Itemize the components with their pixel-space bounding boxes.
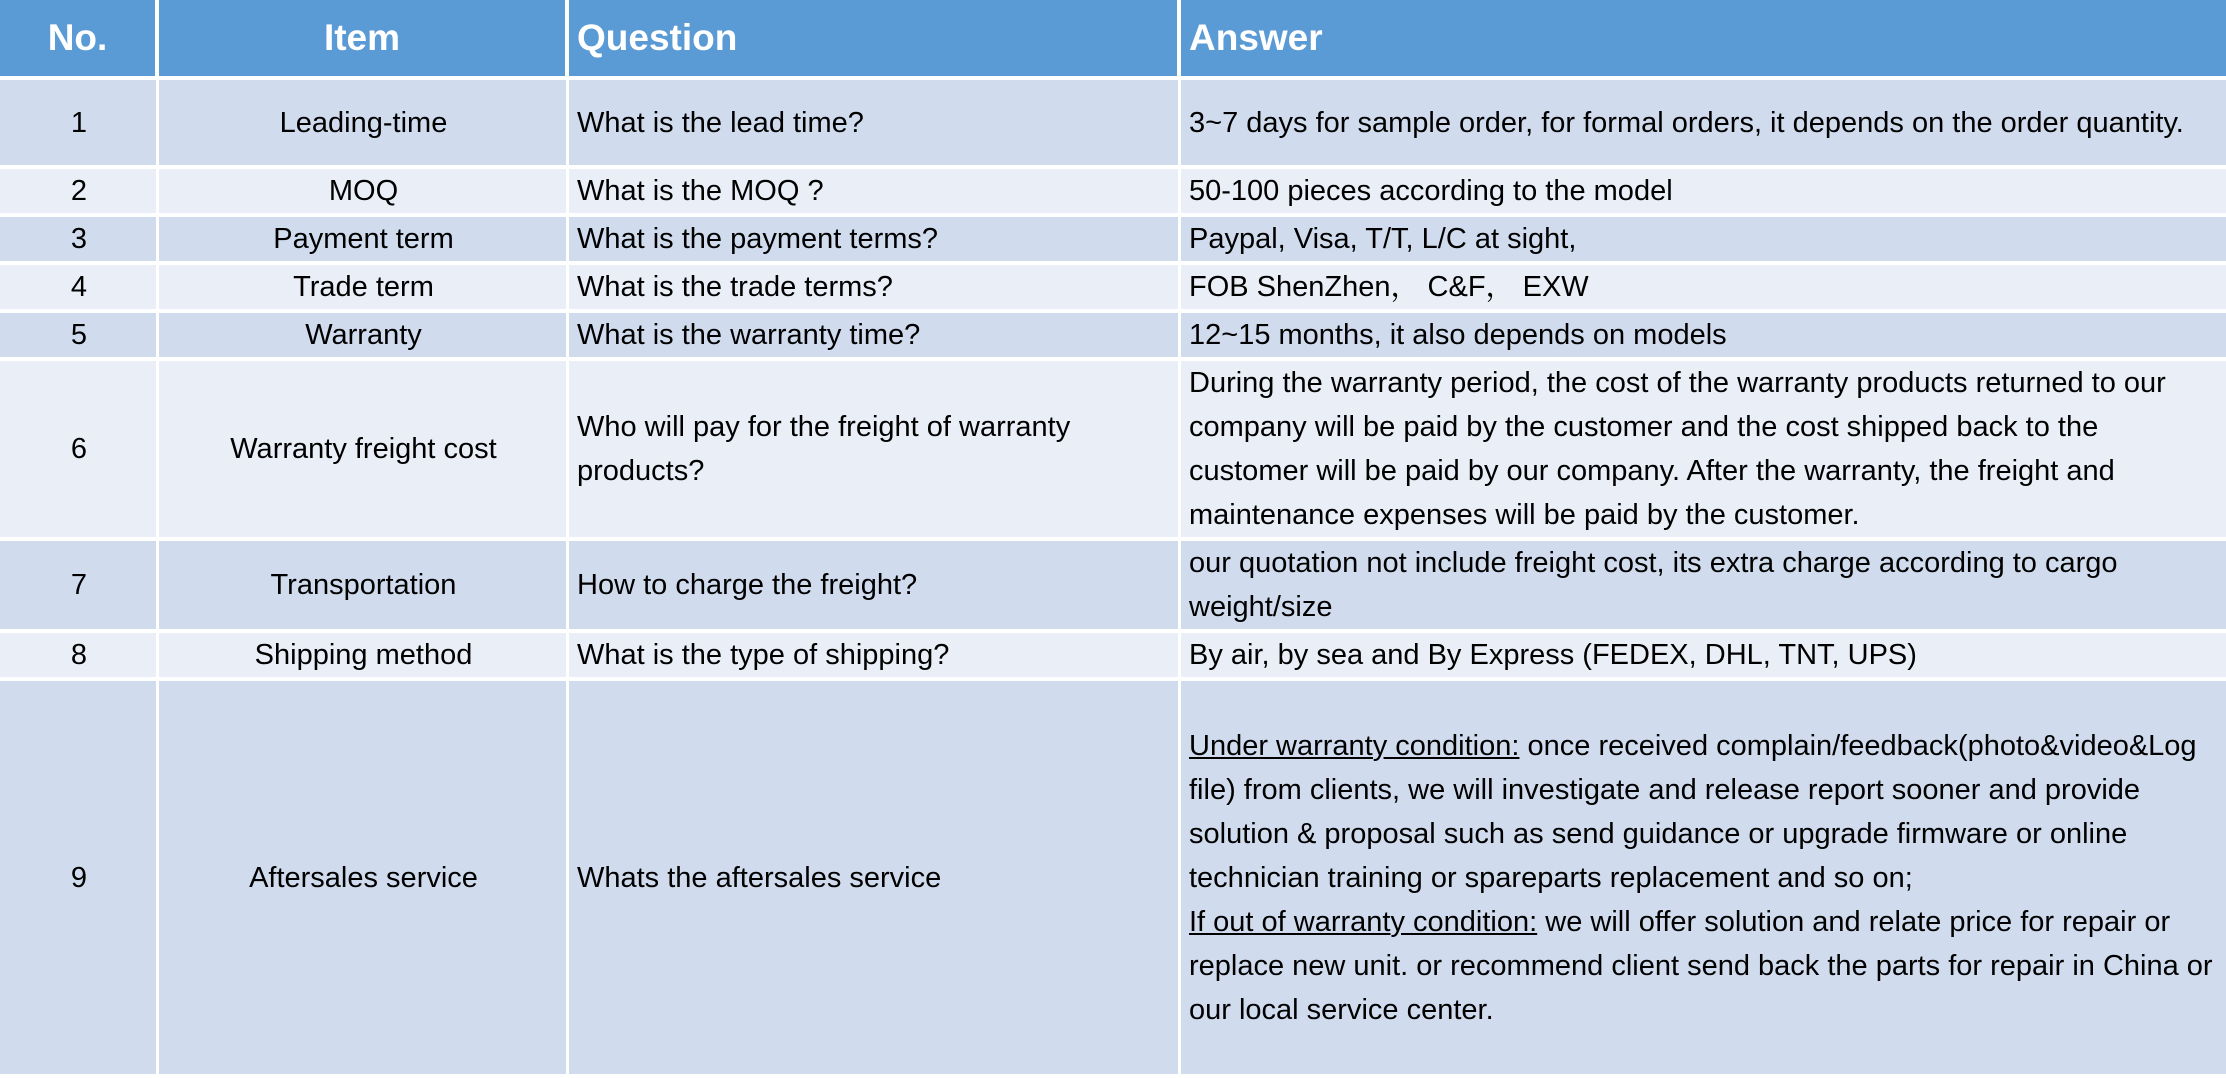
header-question: Question <box>569 0 1181 80</box>
row-answer: 50-100 pieces according to the model <box>1181 169 2226 217</box>
row-question: Who will pay for the freight of warranty products? <box>569 361 1181 541</box>
under-warranty-text: once received complain/feedback(photo&video&Log file) from clients, we will investigate and release report sooner and provide solution & proposal such as send guidance or upgrade firmware or online technician training or spareparts replacement and so on; <box>1189 729 2197 894</box>
row-item: MOQ <box>159 169 569 217</box>
table-row <box>0 217 2226 265</box>
row-item: Trade term <box>159 265 569 313</box>
header-answer: Answer <box>1181 0 2226 80</box>
table-row <box>0 169 2226 217</box>
row-question: What is the type of shipping? <box>569 633 1181 681</box>
row-item: Leading-time <box>159 80 569 169</box>
row-question: What is the warranty time? <box>569 313 1181 361</box>
row-item: Warranty <box>159 313 569 361</box>
row-number: 2 <box>0 169 159 217</box>
row-answer: Paypal, Visa, T/T, L/C at sight, <box>1181 217 2226 265</box>
row-item: Aftersales service <box>159 681 569 1078</box>
row-question: What is the lead time? <box>569 80 1181 169</box>
row-answer: By air, by sea and By Express (FEDEX, DHL, TNT, UPS) <box>1181 633 2226 681</box>
row-number: 4 <box>0 265 159 313</box>
row-item: Transportation <box>159 541 569 633</box>
row-answer <box>1181 681 2226 1078</box>
row-item: Warranty freight cost <box>159 361 569 541</box>
row-item: Shipping method <box>159 633 569 681</box>
header-item: Item <box>159 0 569 80</box>
row-number: 7 <box>0 541 159 633</box>
row-answer: 3~7 days for sample order, for formal orders, it depends on the order quantity. <box>1181 80 2226 169</box>
row-answer: FOB ShenZhen， C&F， EXW <box>1181 265 2226 313</box>
row-question: How to charge the freight? <box>569 541 1181 633</box>
out-of-warranty-label: If out of warranty condition: <box>1189 905 1538 938</box>
row-answer: During the warranty period, the cost of the warranty products returned to our company will be paid by the customer and the cost shipped back to the customer will be paid by our company. After the warranty, the freight and maintenance expenses will be paid by the customer. <box>1181 361 2226 541</box>
table-row <box>0 541 2226 633</box>
row-question: What is the payment terms? <box>569 217 1181 265</box>
table-row <box>0 313 2226 361</box>
table-row <box>0 265 2226 313</box>
out-of-warranty-text: we will offer solution and relate price for repair or replace new unit. or recommend client send back the parts for repair in China or our local service center. <box>1189 905 2213 1026</box>
row-number: 1 <box>0 80 159 169</box>
row-question: What is the trade terms? <box>569 265 1181 313</box>
row-number: 8 <box>0 633 159 681</box>
row-item: Payment term <box>159 217 569 265</box>
row-number: 6 <box>0 361 159 541</box>
table-row <box>0 633 2226 681</box>
row-answer: 12~15 months, it also depends on models <box>1181 313 2226 361</box>
table-row <box>0 80 2226 169</box>
row-number: 3 <box>0 217 159 265</box>
table-row <box>0 361 2226 541</box>
table-row <box>0 681 2226 1078</box>
row-answer: our quotation not include freight cost, its extra charge according to cargo weight/size <box>1181 541 2226 633</box>
row-number: 9 <box>0 681 159 1078</box>
header-no: No. <box>0 0 159 80</box>
row-question: What is the MOQ ? <box>569 169 1181 217</box>
row-question: Whats the aftersales service <box>569 681 1181 1078</box>
row-number: 5 <box>0 313 159 361</box>
header-row <box>0 0 2226 80</box>
under-warranty-label: Under warranty condition: <box>1189 729 1520 762</box>
